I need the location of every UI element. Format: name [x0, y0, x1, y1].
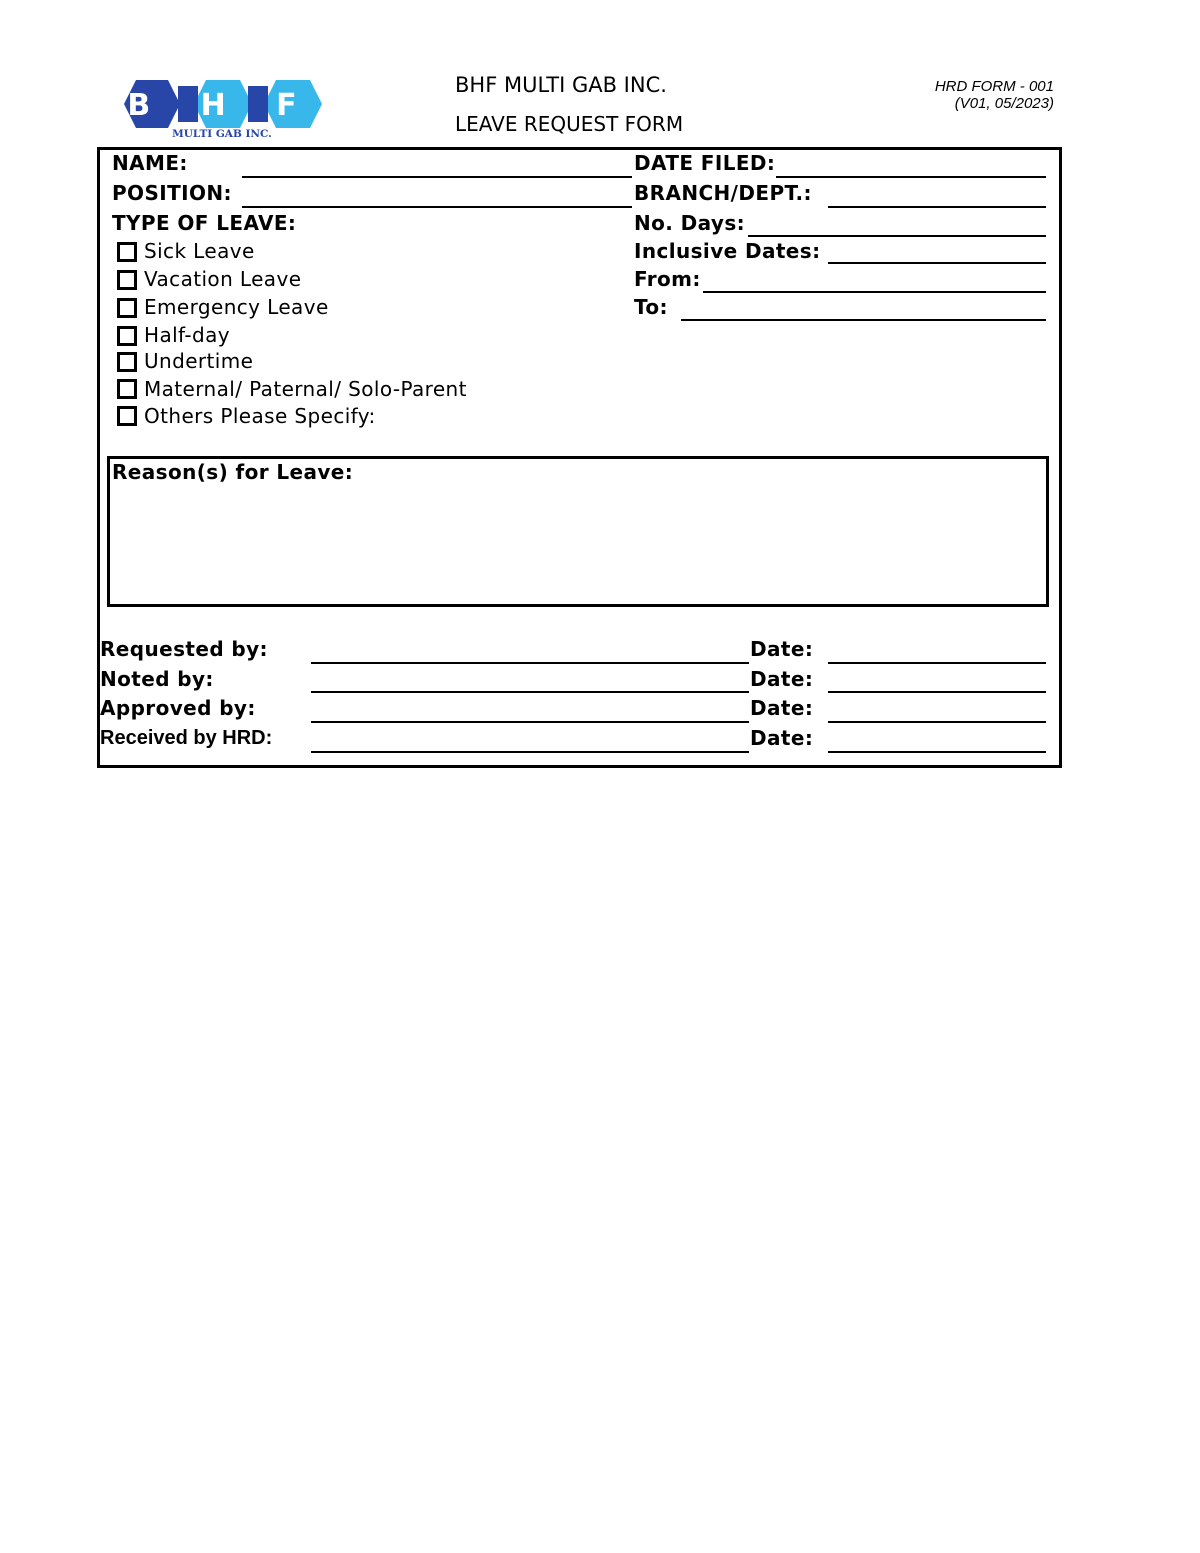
noted-by-field[interactable] — [311, 691, 749, 693]
checkbox-sick-leave[interactable] — [117, 242, 137, 262]
received-date-label: Date: — [750, 726, 814, 750]
company-logo — [122, 74, 324, 140]
reason-label: Reason(s) for Leave: — [112, 460, 354, 484]
branch-dept-field[interactable] — [828, 206, 1046, 208]
checkbox-others[interactable] — [117, 406, 137, 426]
approved-date-field[interactable] — [828, 721, 1046, 723]
date-filed-field[interactable] — [776, 176, 1046, 178]
position-field[interactable] — [242, 206, 632, 208]
option-vacation-leave: Vacation Leave — [144, 267, 302, 291]
form-title: LEAVE REQUEST FORM — [455, 112, 684, 136]
type-of-leave-label: TYPE OF LEAVE: — [112, 211, 297, 235]
noted-date-field[interactable] — [828, 691, 1046, 693]
noted-date-label: Date: — [750, 667, 814, 691]
no-days-label: No. Days: — [634, 211, 746, 235]
company-name: BHF MULTI GAB INC. — [455, 73, 667, 97]
checkbox-undertime[interactable] — [117, 352, 137, 372]
checkbox-maternal-paternal[interactable] — [117, 379, 137, 399]
option-sick-leave: Sick Leave — [144, 239, 255, 263]
requested-date-field[interactable] — [828, 662, 1046, 664]
no-days-field[interactable] — [748, 235, 1046, 237]
option-undertime: Undertime — [144, 349, 254, 373]
option-half-day: Half-day — [144, 323, 231, 347]
requested-by-label: Requested by: — [100, 637, 268, 661]
logo-subtext: MULTI GAB INC. — [172, 128, 272, 140]
approved-date-label: Date: — [750, 696, 814, 720]
received-date-field[interactable] — [828, 751, 1046, 753]
received-by-hrd-field[interactable] — [311, 751, 749, 753]
option-emergency-leave: Emergency Leave — [144, 295, 329, 319]
form-version: (V01, 05/2023) — [954, 95, 1054, 112]
to-field[interactable] — [681, 319, 1046, 321]
to-label: To: — [634, 295, 668, 319]
inclusive-dates-field[interactable] — [828, 262, 1046, 264]
option-maternal-paternal: Maternal/ Paternal/ Solo-Parent — [144, 377, 467, 401]
option-others: Others Please Specify: — [144, 404, 376, 428]
requested-by-field[interactable] — [311, 662, 749, 664]
requested-date-label: Date: — [750, 637, 814, 661]
inclusive-dates-label: Inclusive Dates: — [634, 239, 821, 263]
checkbox-emergency-leave[interactable] — [117, 298, 137, 318]
checkbox-vacation-leave[interactable] — [117, 270, 137, 290]
received-by-hrd-label: Received by HRD: — [100, 727, 273, 749]
name-field[interactable] — [242, 176, 632, 178]
position-label: POSITION: — [112, 181, 232, 205]
from-field[interactable] — [703, 291, 1046, 293]
form-code: HRD FORM - 001 — [934, 78, 1054, 95]
approved-by-label: Approved by: — [100, 696, 256, 720]
approved-by-field[interactable] — [311, 721, 749, 723]
noted-by-label: Noted by: — [100, 667, 214, 691]
from-label: From: — [634, 267, 701, 291]
date-filed-label: DATE FILED: — [634, 151, 776, 175]
name-label: NAME: — [112, 151, 188, 175]
branch-dept-label: BRANCH/DEPT.: — [634, 181, 812, 205]
logo-letters: B H F — [127, 88, 317, 123]
form-code-block — [854, 78, 1054, 112]
checkbox-half-day[interactable] — [117, 326, 137, 346]
